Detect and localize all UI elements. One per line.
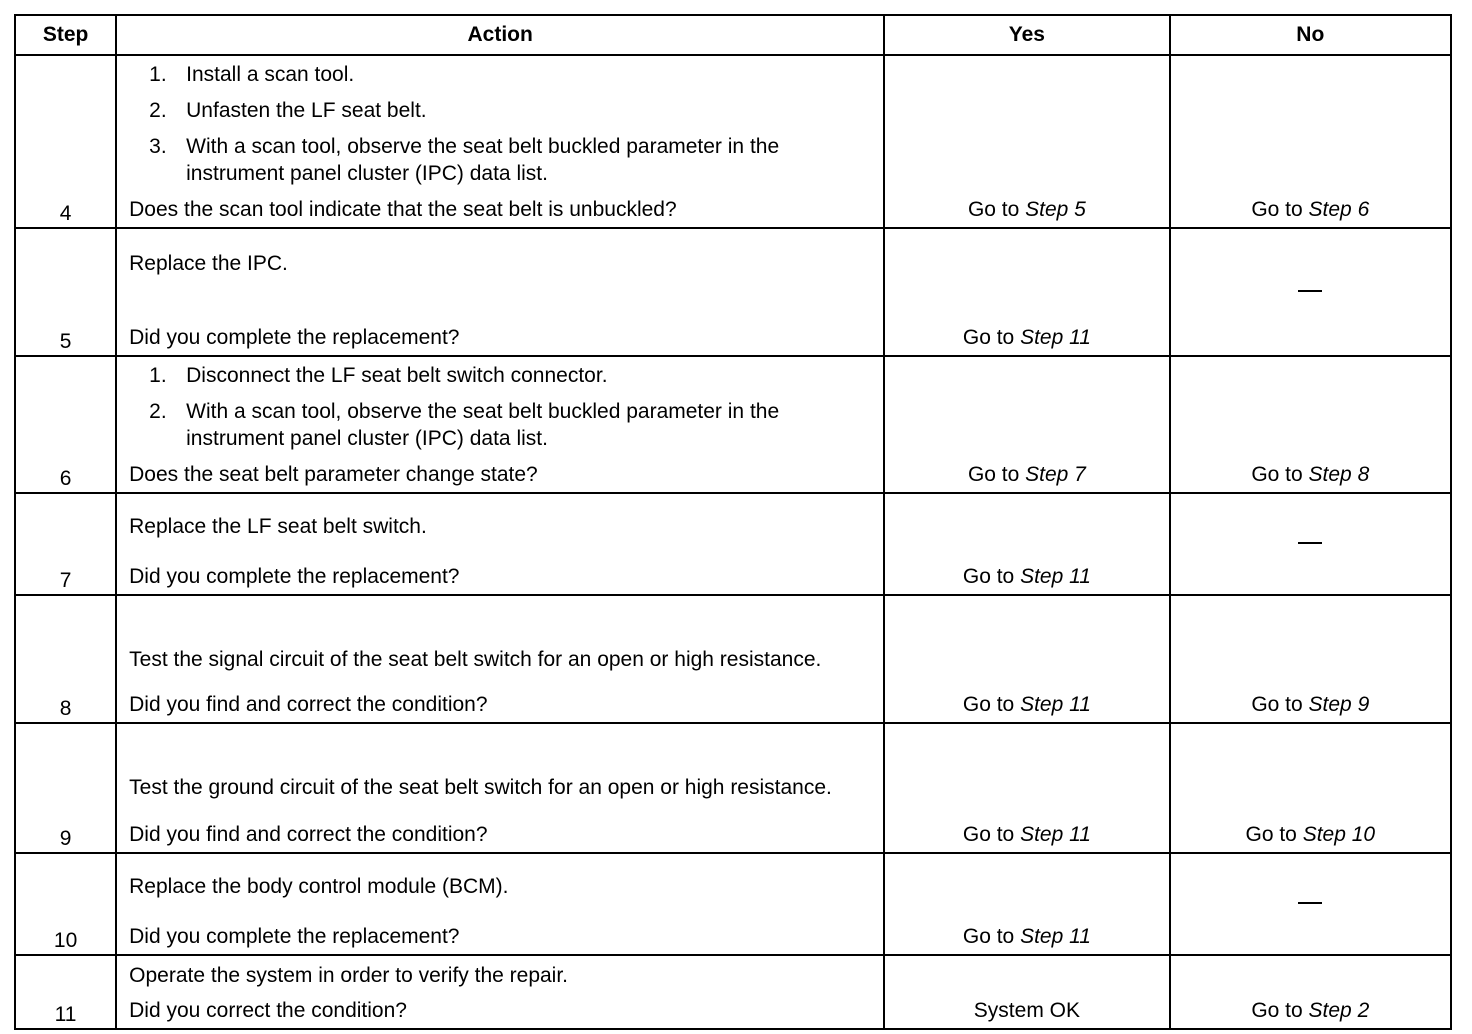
- step-number: 7: [15, 493, 116, 595]
- yes-cell: System OK: [884, 955, 1169, 1029]
- action-question: Did you complete the replacement?: [129, 326, 460, 349]
- step-number: 6: [15, 356, 116, 493]
- table-row: [15, 493, 1451, 595]
- step-reference: Step 11: [1020, 823, 1091, 846]
- action-text: Test the ground circuit of the seat belt switch for an open or high resistance.: [129, 776, 832, 799]
- action-question: Does the scan tool indicate that the seat belt is unbuckled?: [129, 198, 677, 221]
- action-list: [129, 362, 873, 452]
- action-list: [129, 61, 873, 187]
- header-yes: Yes: [884, 15, 1169, 55]
- no-cell: Go to Step 10: [1170, 723, 1451, 853]
- yes-cell: Go to Step 11: [884, 723, 1169, 853]
- not-applicable-dash: [1298, 290, 1322, 292]
- step-reference: Step 9: [1308, 693, 1370, 716]
- action-question: Did you correct the condition?: [129, 999, 407, 1022]
- no-cell: Go to Step 6: [1170, 55, 1451, 228]
- no-cell: [1170, 493, 1451, 595]
- step-number: 5: [15, 228, 116, 356]
- action-text: Replace the IPC.: [129, 252, 288, 275]
- step-number: 8: [15, 595, 116, 723]
- step-reference: Step 2: [1308, 999, 1370, 1022]
- action-cell: [116, 595, 884, 723]
- no-cell: Go to Step 8: [1170, 356, 1451, 493]
- no-cell: Go to Step 2: [1170, 955, 1451, 1029]
- action-question: Does the seat belt parameter change state?: [129, 463, 538, 486]
- action-cell: [116, 356, 884, 493]
- table-row: [15, 853, 1451, 955]
- table-row: [15, 228, 1451, 356]
- not-applicable-dash: [1298, 542, 1322, 544]
- step-reference: Step 6: [1308, 198, 1370, 221]
- step-reference: Step 11: [1020, 565, 1091, 588]
- list-item: 3. With a scan tool, observe the seat belt buckled parameter in the instrument panel cluster (IPC) data list.: [149, 135, 780, 185]
- header-step: Step: [15, 15, 116, 55]
- yes-cell: Go to Step 11: [884, 228, 1169, 356]
- action-question: Did you complete the replacement?: [129, 925, 460, 948]
- step-number: 10: [15, 853, 116, 955]
- step-reference: Step 11: [1020, 693, 1091, 716]
- diagnostic-table: [14, 14, 1452, 1030]
- yes-cell: Go to Step 11: [884, 493, 1169, 595]
- list-item: 1. Install a scan tool.: [149, 63, 355, 86]
- header-action: Action: [116, 15, 884, 55]
- table-row: [15, 955, 1451, 1029]
- not-applicable-dash: [1298, 902, 1322, 904]
- action-cell: [116, 493, 884, 595]
- action-question: Did you find and correct the condition?: [129, 823, 488, 846]
- list-item: 1. Disconnect the LF seat belt switch connector.: [149, 364, 608, 387]
- action-text: Test the signal circuit of the seat belt switch for an open or high resistance.: [129, 648, 822, 671]
- table-row: [15, 356, 1451, 493]
- action-text: Operate the system in order to verify the repair.: [129, 964, 569, 987]
- step-reference: Step 11: [1020, 925, 1091, 948]
- header-no: No: [1170, 15, 1451, 55]
- action-text: Replace the LF seat belt switch.: [129, 515, 427, 538]
- step-reference: Step 7: [1025, 463, 1086, 486]
- action-cell: [116, 853, 884, 955]
- action-cell: [116, 723, 884, 853]
- step-number: 11: [15, 955, 116, 1029]
- action-cell: [116, 228, 884, 356]
- action-cell: [116, 955, 884, 1029]
- action-text: Replace the body control module (BCM).: [129, 875, 509, 898]
- no-cell: Go to Step 9: [1170, 595, 1451, 723]
- step-number: 9: [15, 723, 116, 853]
- list-item: 2. Unfasten the LF seat belt.: [149, 99, 427, 122]
- yes-cell: Go to Step 7: [884, 356, 1169, 493]
- yes-cell: Go to Step 11: [884, 853, 1169, 955]
- action-question: Did you complete the replacement?: [129, 565, 460, 588]
- action-cell: [116, 55, 884, 228]
- header-row: [15, 15, 1451, 55]
- action-question: Did you find and correct the condition?: [129, 693, 488, 716]
- table-row: [15, 723, 1451, 853]
- step-number: 4: [15, 55, 116, 228]
- yes-cell: Go to Step 11: [884, 595, 1169, 723]
- yes-cell: Go to Step 5: [884, 55, 1169, 228]
- step-reference: Step 5: [1025, 198, 1086, 221]
- step-reference: Step 8: [1308, 463, 1370, 486]
- step-reference: Step 10: [1302, 823, 1376, 846]
- table-row: [15, 595, 1451, 723]
- no-cell: [1170, 228, 1451, 356]
- list-item: 2. With a scan tool, observe the seat belt buckled parameter in the instrument panel cluster (IPC) data list.: [149, 400, 780, 450]
- step-reference: Step 11: [1020, 326, 1091, 349]
- table-row: [15, 55, 1451, 228]
- no-cell: [1170, 853, 1451, 955]
